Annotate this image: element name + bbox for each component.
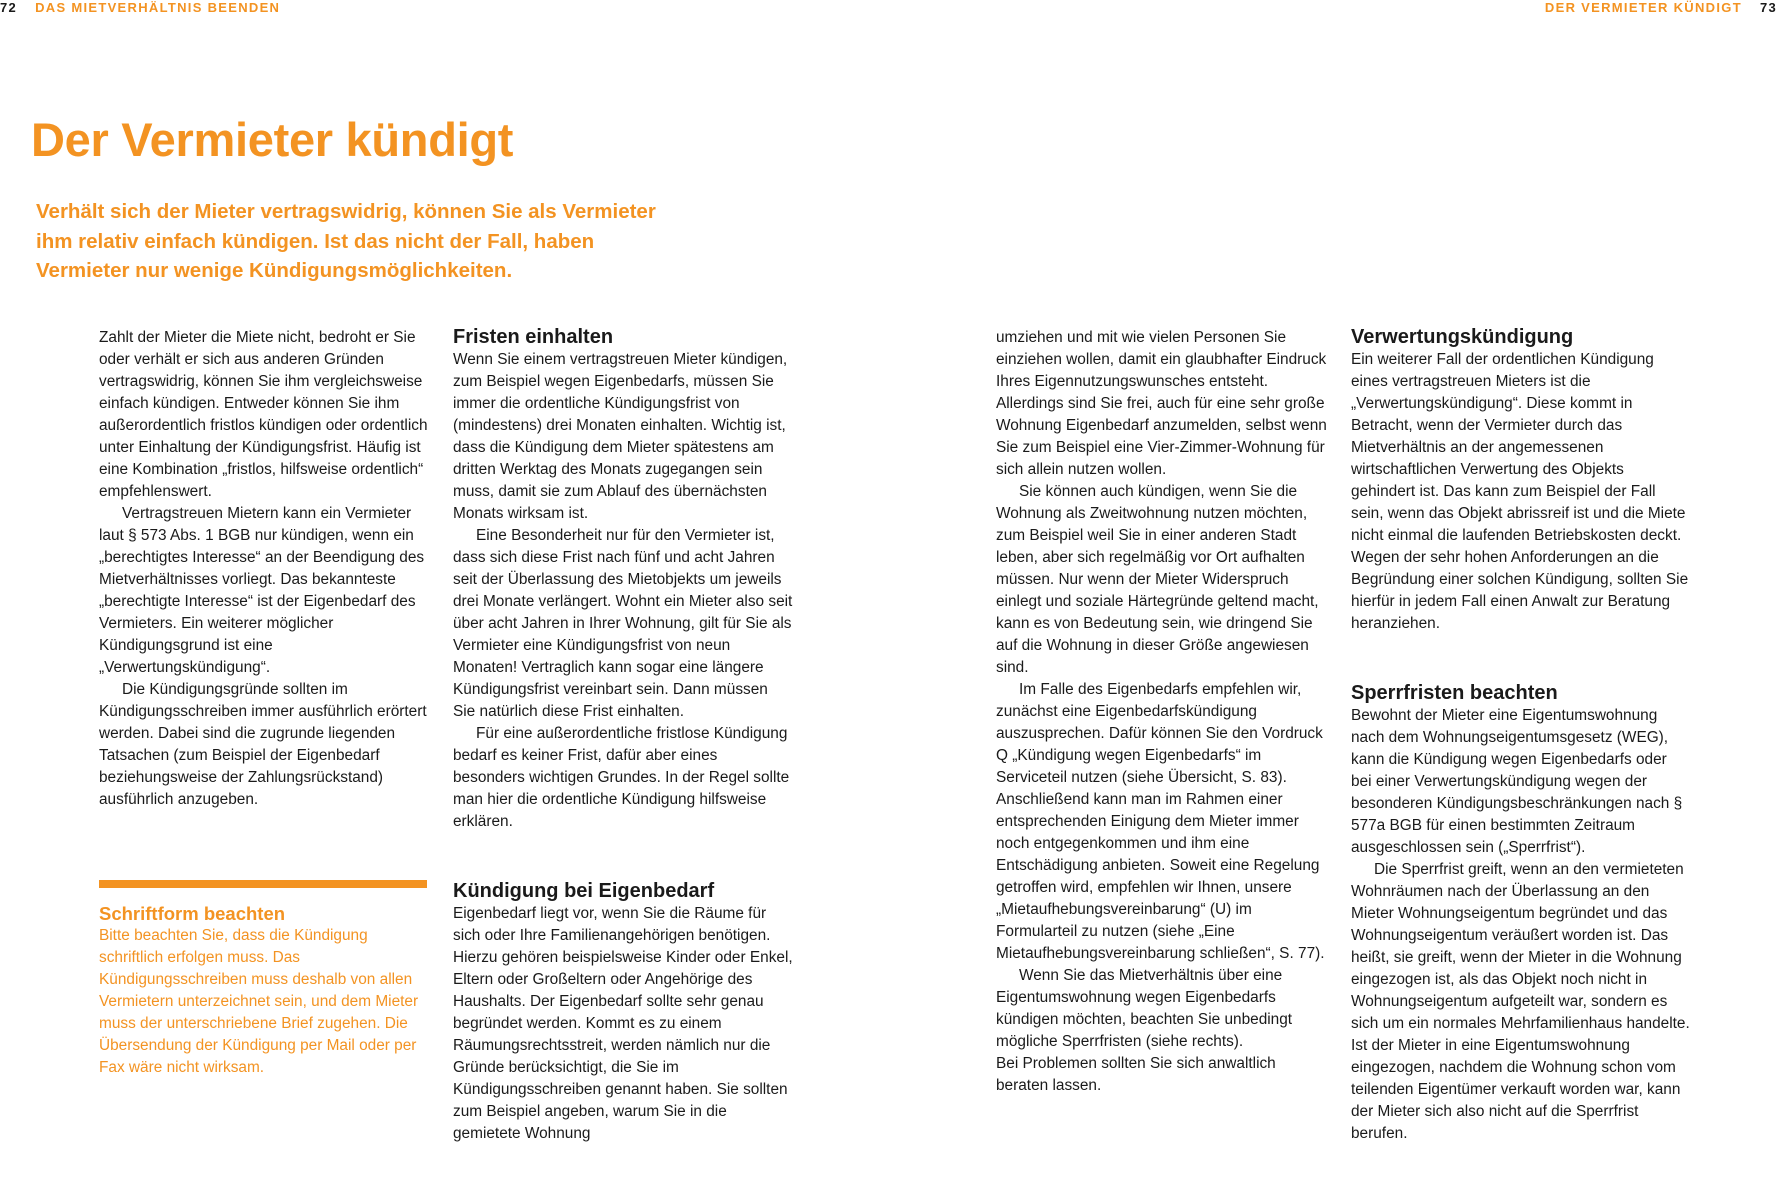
paragraph: Für eine außerordentliche fristlose Kündigung bedarf es keiner Frist, dafür aber eines besonders wichtigen Grundes. In der Regel sollte man hier die ordentliche Kündigung hilfsweise erklären. <box>453 725 790 830</box>
column-4 <box>1351 325 1691 1145</box>
paragraph: Wenn Sie einem vertragstreuen Mieter kündigen, zum Beispiel wegen Eigenbedarfs, müssen Sie immer die ordentliche Kündigungsfrist von (mindestens) drei Monaten einhalten. Wichtig ist, dass die Kündigung dem Mieter spätestens am dritten Werktag des Monats zugegangen sein muss, damit sie zum Ablauf des übernächsten Monats wirksam ist. <box>453 351 788 522</box>
page-title: Der Vermieter kündigt <box>31 113 514 166</box>
paragraph: Im Falle des Eigenbedarfs empfehlen wir, zunächst eine Eigenbedarfskündigung auszusprechen. Dafür können Sie den Vordruck Q „Kündigung wegen Eigenbedarfs“ im Serviceteil nutzen (siehe Übersicht, S. 83). Anschließend kann man im Rahmen einer entsprechenden Einigung dem Mieter immer noch entgegenkommen und ihm eine Entschädigung anbieten. Soweit eine Regelung getroffen wird, empfehlen wir Ihnen, unsere „Mietaufhebungsvereinbarung“ (U) im Formularteil zu nutzen (siehe „Eine Mietaufhebungsvereinbarung schließen“, S. 77). <box>996 681 1325 962</box>
running-header-right <box>1545 0 1777 16</box>
section-heading-fristen: Fristen einhalten <box>453 326 614 348</box>
column-2 <box>453 325 793 1145</box>
info-box <box>99 880 427 1079</box>
section-title-right: DER VERMIETER KÜNDIGT <box>1544 0 1742 15</box>
paragraph: umziehen und mit wie vielen Personen Sie einziehen wollen, damit ein glaubhafter Eindruck Ihres Eigennutzungswunsches entsteht. Allerdings sind Sie frei, auch für eine sehr große Wohnung Eigenbedarf anzumelden, selbst wenn Sie zum Beispiel eine Vier-Zimmer-Wohnung für sich allein nutzen wollen. <box>996 329 1327 478</box>
running-header-left <box>0 0 280 16</box>
intro-lead: Verhält sich der Mieter vertragswidrig, können Sie als Vermieter ihm relativ einfach kündigen. Ist das nicht der Fall, haben Vermieter nur wenige Kündigungsmöglichkeiten. <box>36 200 656 282</box>
info-box-accent-bar <box>99 880 427 888</box>
info-box-title: Schriftform beachten <box>99 903 286 924</box>
section-heading-verwertung: Verwertungskündigung <box>1351 326 1574 348</box>
column-1 <box>99 327 429 811</box>
paragraph: Bewohnt der Mieter eine Eigentumswohnung nach dem Wohnungseigentumsgesetz (WEG), kann die Kündigung wegen Eigenbedarfs oder bei einer Verwertungskündigung wegen der besonderen Kündigungsbeschränkungen nach § 577a BGB für einen bestimmten Zeitraum ausgeschlossen sein („Sperrfrist“). <box>1351 707 1683 856</box>
paragraph: Sie können auch kündigen, wenn Sie die Wohnung als Zweitwohnung nutzen möchten, zum Beispiel weil Sie in einer anderen Stadt leben, aber sich regelmäßig vor Ort aufhalten müssen. Nur wenn der Mieter Widerspruch einlegt und soziale Härtegründe geltend macht, kann es von Bedeutung sein, wie dringend Sie auf die Wohnung in dieser Größe angewiesen sind. <box>996 483 1319 676</box>
section-title-left: DAS MIETVERHÄLTNIS BEENDEN <box>35 0 281 15</box>
paragraph: Wenn Sie das Mietverhältnis über eine Eigentumswohnung wegen Eigenbedarfs kündigen möchten, beachten Sie unbedingt mögliche Sperrfristen (siehe rechts). <box>996 967 1293 1050</box>
paragraph: Bei Problemen sollten Sie sich anwaltlich beraten lassen. <box>996 1055 1276 1094</box>
page-number-left: 72 <box>0 0 18 15</box>
paragraph: Zahlt der Mieter die Miete nicht, bedroht er Sie oder verhält er sich aus anderen Gründen vertragswidrig, können Sie ihm vergleichsweise einfach kündigen. Entweder können Sie ihm außerordentlich fristlos kündigen oder ordentlich unter Einhaltung der Kündigungsfrist. Häufig ist eine Kombination „fristlos, hilfsweise ordentlich“ empfehlenswert. <box>99 329 428 500</box>
column-3 <box>996 327 1332 1097</box>
paragraph: Ein weiterer Fall der ordentlichen Kündigung eines vertragstreuen Mieters ist die „Verwertungskündigung“. Diese kommt in Betracht, wenn der Vermieter durch das Mietverhältnis an der angemessenen wirtschaftlichen Verwertung des Objekts gehindert ist. Das kann zum Beispiel der Fall sein, wenn das Objekt abrissreif ist und die Miete nicht einmal die laufenden Betriebskosten deckt. Wegen der sehr hohen Anforderungen an die Begründung einer solchen Kündigung, sollten Sie hierfür in jedem Fall einen Anwalt zur Beratung heranziehen. <box>1351 351 1689 632</box>
info-box-text: Bitte beachten Sie, dass die Kündigung schriftlich erfolgen muss. Das Kündigungsschreiben muss deshalb von allen Vermietern unterzeichnet sein, und dem Mieter muss der unterschriebene Brief zugehen. Die Übersendung der Kündigung per Mail oder per Fax wäre nicht wirksam. <box>99 927 419 1076</box>
section-heading-sperrfristen: Sperrfristen beachten <box>1351 682 1558 704</box>
paragraph: Die Kündigungsgründe sollten im Kündigungsschreiben immer ausführlich erörtert werden. Dabei sind die zugrunde liegenden Tatsachen (zum Beispiel der Eigenbedarf beziehungsweise der Zahlungsrückstand) ausführlich anzugeben. <box>99 681 427 808</box>
paragraph: Die Sperrfrist greift, wenn an den vermieteten Wohnräumen nach der Überlassung an den Mieter Wohnungseigentum begründet und das Wohnungseigentum veräußert worden ist. Das heißt, sie greift, wenn der Mieter in die Wohnung eingezogen ist, als das Objekt noch nicht in Wohnungseigentum aufgeteilt war, sondern es sich um ein normales Mehrfamilienhaus handelte. Ist der Mieter in eine Eigentumswohnung eingezogen, nachdem die Wohnung schon vom teilenden Eigentümer verkauft worden war, kann der Mieter sich also nicht auf die Sperrfrist berufen. <box>1351 861 1690 1142</box>
paragraph: Eine Besonderheit nur für den Vermieter ist, dass sich diese Frist nach fünf und acht Jahren seit der Überlassung des Mietobjekts um jeweils drei Monate verlängert. Wohnt ein Mieter also seit über acht Jahren in Ihrer Wohnung, gilt für Sie als Vermieter eine Kündigungsfrist von neun Monaten! Vertraglich kann sogar eine längere Kündigungsfrist vereinbart sein. Dann müssen Sie natürlich diese Frist einhalten. <box>453 527 793 720</box>
paragraph: Vertragstreuen Mietern kann ein Vermieter laut § 573 Abs. 1 BGB nur kündigen, wenn ein „berechtigtes Interesse“ an der Beendigung des Mietverhältnisses vorliegt. Das bekannteste „berechtigte Interesse“ ist der Eigenbedarf des Vermieters. Ein weiterer möglicher Kündigungsgrund ist eine „Verwertungskündigung“. <box>99 505 425 676</box>
page-number-right: 73 <box>1759 0 1777 15</box>
section-heading-eigenbedarf: Kündigung bei Eigenbedarf <box>453 880 715 902</box>
paragraph: Eigenbedarf liegt vor, wenn Sie die Räume für sich oder Ihre Familienangehörigen benötigen. Hierzu gehören beispielsweise Kinder oder Enkel, Eltern oder Großeltern oder Angehörige des Haushalts. Der Eigenbedarf sollte sehr genau begründet werden. Kommt es zu einem Räumungsrechtsstreit, werden nämlich nur die Gründe berücksichtigt, die Sie im Kündigungsschreiben genannt haben. Sie sollten zum Beispiel angeben, warum Sie in die gemietete Wohnung <box>453 905 793 1142</box>
